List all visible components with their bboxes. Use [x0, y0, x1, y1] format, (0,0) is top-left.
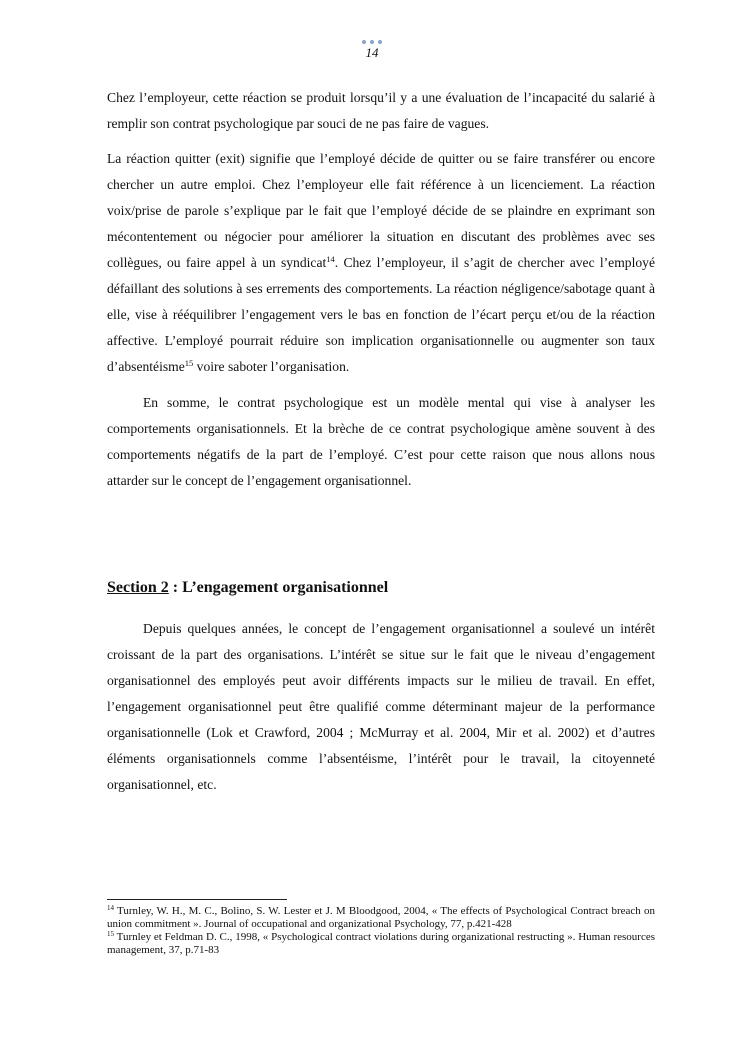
- paragraph-3: En somme, le contrat psychologique est un modèle mental qui vise à analyser les comportements organisationnels. Et la brèche de ce contrat psychologique amène souvent à des comportements négatifs de la part de l’employé. C’est pour cette raison que nous allons nous attarder sur le concept de l’engagement organisationnel.: [107, 395, 655, 488]
- section-paragraph-1: Depuis quelques années, le concept de l’engagement organisationnel a soulevé un intérêt croissant de la part des organisations. L’intérêt se situe sur le fait que le niveau d’engagement organisationnel des employés peut avoir différents impacts sur le milieu de travail. En effet, l’engagement organisationnel peut être qualifié comme déterminant majeur de la performance organisationnelle (Lok et Crawford, 2004 ; McMurray et al. 2004, Mir et al. 2002) et d’autres éléments organisationnels comme l’absentéisme, l’intérêt pour le travail, la citoyenneté organisationnel, etc.: [107, 621, 655, 792]
- paragraph-2-part-b: . Chez l’employeur, il s’agit de chercher avec l’employé défaillant des solutions à ses errements des comportements. La réaction négligence/sabotage quant à elle, vise à rééquilibrer l’engagement vers le bas en fonction de l’écart perçu et/ou de la réaction affective. L’employé pourrait réduire son implication organisationnelle ou augmenter son taux d’absentéisme: [107, 255, 655, 374]
- main-text: [107, 85, 655, 494]
- section-text: [107, 616, 655, 798]
- page-number: 14: [365, 45, 379, 60]
- section-separator: :: [168, 579, 183, 596]
- footnote-number: 14: [107, 904, 114, 912]
- section-heading: [107, 577, 655, 599]
- footnote-ref-15[interactable]: 15: [184, 358, 194, 368]
- paragraph-2-part-a: La réaction quitter (exit) signifie que l’employé décide de quitter ou se faire transférer ou encore chercher un autre emploi. Chez l’employeur elle fait référence à un licenciement. La réaction voix/prise de parole s’explique par le fait que l’employé décide de se plaindre en exprimant son mécontentement ou négocier pour améliorer la situation en discutant des problèmes avec ses collègues, ou faire appel à un syndicat: [107, 151, 655, 270]
- section-title: L’engagement organisationnel: [182, 579, 389, 596]
- footnote-separator: [107, 899, 287, 900]
- section-label: Section 2: [107, 579, 169, 596]
- dot-icon: [370, 40, 374, 44]
- paragraph-2-part-c: voire saboter l’organisation.: [193, 359, 350, 374]
- paragraph-2: [107, 146, 655, 380]
- dot-icon: [378, 40, 382, 44]
- footnote-14: [107, 905, 655, 931]
- footnotes: [107, 905, 655, 957]
- page-header: [0, 40, 744, 60]
- paragraph-1: Chez l’employeur, cette réaction se produit lorsqu’il y a une évaluation de l’incapacité du salarié à remplir son contrat psychologique par souci de ne pas faire de vagues.: [107, 90, 655, 131]
- footnote-number: 15: [107, 930, 114, 938]
- footnote-ref-14[interactable]: 14: [326, 254, 335, 264]
- footnote-text: Turnley, W. H., M. C., Bolino, S. W. Lester et J. M Bloodgood, 2004, « The effects of Psychological Contract breach on union commitment ». Journal of occupational and organizational Psychology, 77, p.421-428: [107, 905, 655, 930]
- footnote-15: [107, 931, 655, 957]
- footnote-text: Turnley et Feldman D. C., 1998, « Psychological contract violations during organizational restructing ». Human resources management, 37, p.71-83: [107, 931, 655, 956]
- dot-icon: [362, 40, 366, 44]
